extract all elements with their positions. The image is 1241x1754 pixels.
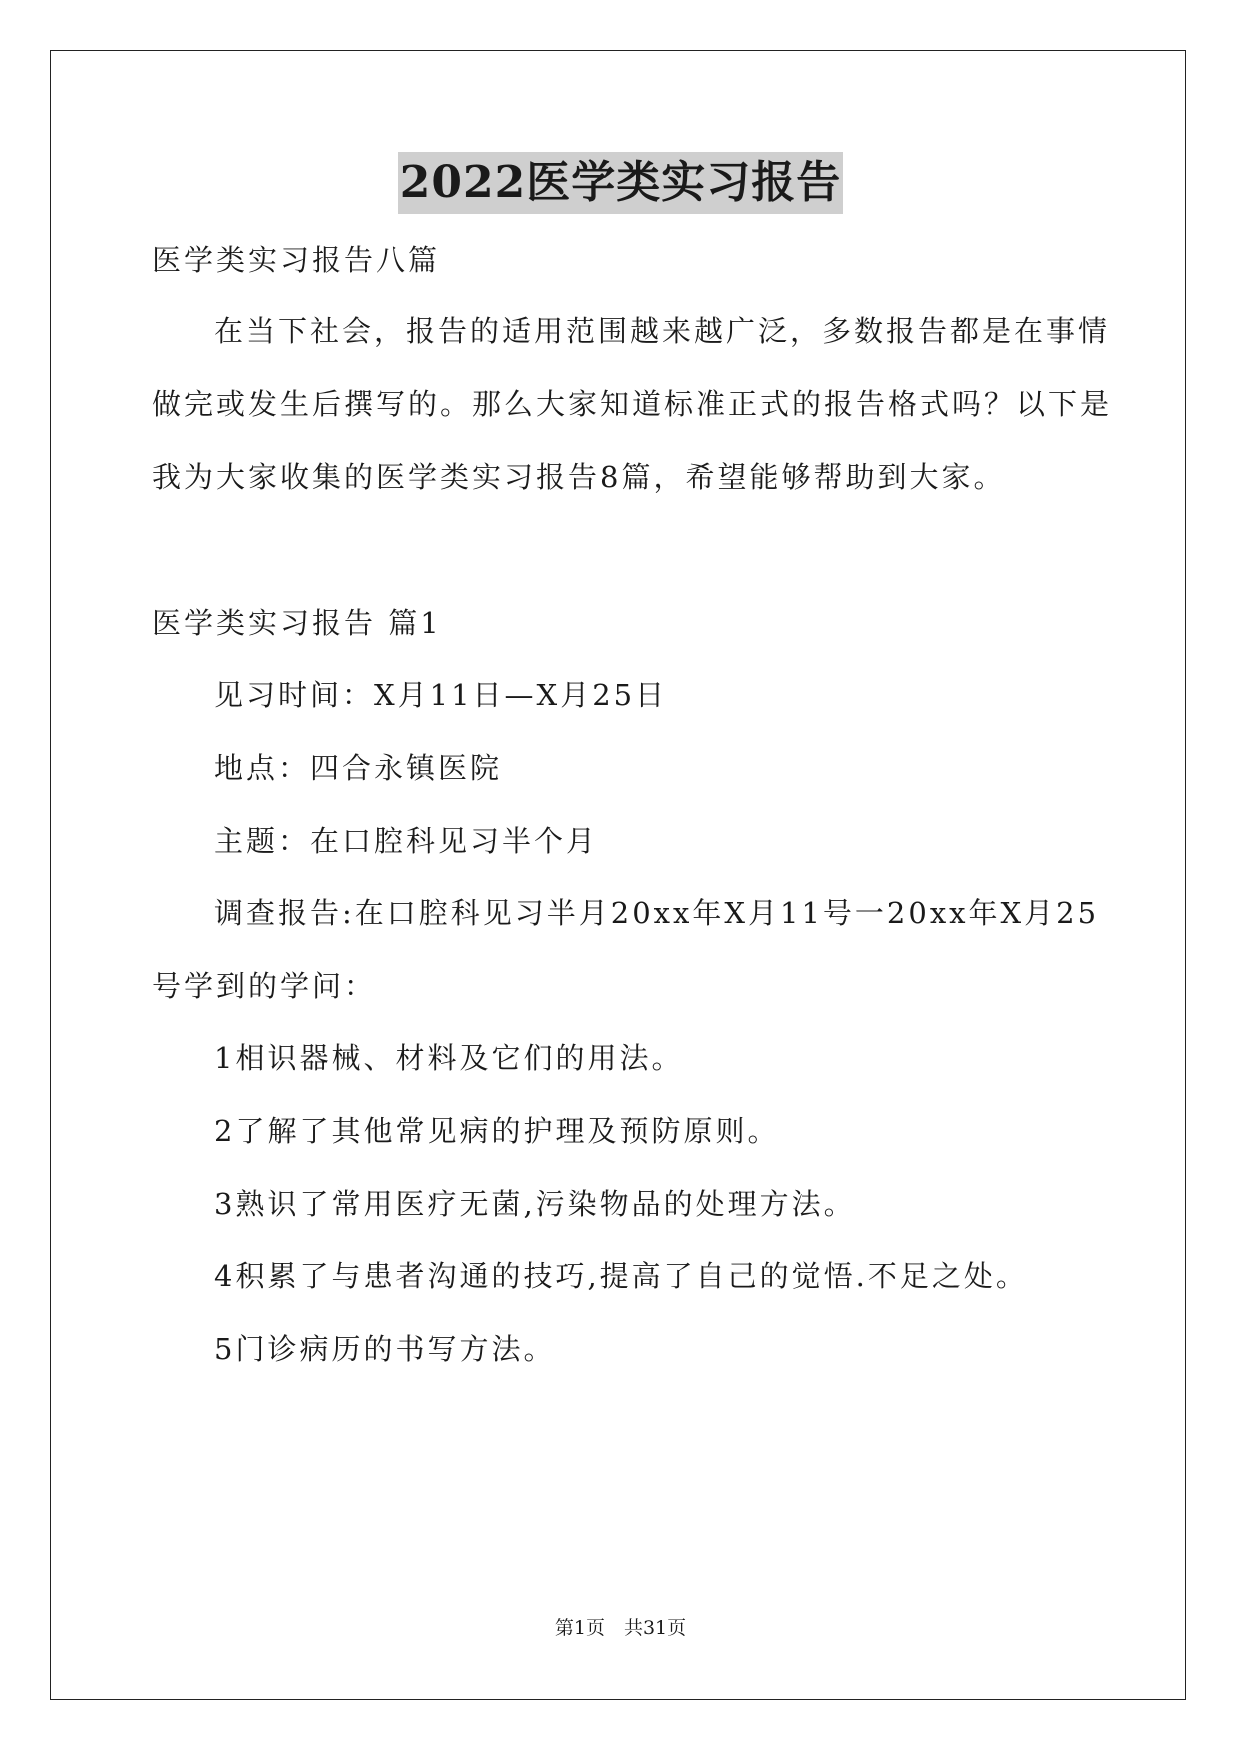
list-item: 5门诊病历的书写方法。 bbox=[214, 1332, 556, 1366]
document-title: 2022医学类实习报告 bbox=[398, 152, 843, 214]
intro-line-3: 我为大家收集的医学类实习报告8篇，希望能够帮助到大家。 bbox=[152, 460, 1006, 494]
survey-line-1: 调查报告:在口腔科见习半月20xx年X月11号一20xx年X月25 bbox=[214, 896, 1100, 930]
title-container bbox=[0, 152, 1241, 214]
survey-line-2: 号学到的学问： bbox=[152, 969, 377, 1003]
intro-line-2: 做完或发生后撰写的。那么大家知道标准正式的报告格式吗？以下是 bbox=[152, 387, 1113, 421]
section-heading: 医学类实习报告 篇1 bbox=[152, 606, 442, 640]
topic-line: 主题：在口腔科见习半个月 bbox=[214, 824, 599, 858]
location-line: 地点：四合永镇医院 bbox=[214, 751, 503, 785]
page-border bbox=[50, 50, 1186, 1700]
list-item: 4积累了与患者沟通的技巧,提高了自己的觉悟.不足之处。 bbox=[214, 1259, 1028, 1293]
intro-line-1: 在当下社会，报告的适用范围越来越广泛，多数报告都是在事情 bbox=[214, 314, 1111, 348]
list-item: 1相识器械、材料及它们的用法。 bbox=[214, 1041, 684, 1075]
time-line: 见习时间：X月11日—X月25日 bbox=[214, 678, 668, 712]
list-item: 3熟识了常用医疗无菌,污染物品的处理方法。 bbox=[214, 1187, 856, 1221]
document-subtitle: 医学类实习报告八篇 bbox=[152, 243, 441, 277]
list-item: 2了解了其他常见病的护理及预防原则。 bbox=[214, 1114, 780, 1148]
page-number: 第1页 共31页 bbox=[554, 1617, 687, 1639]
